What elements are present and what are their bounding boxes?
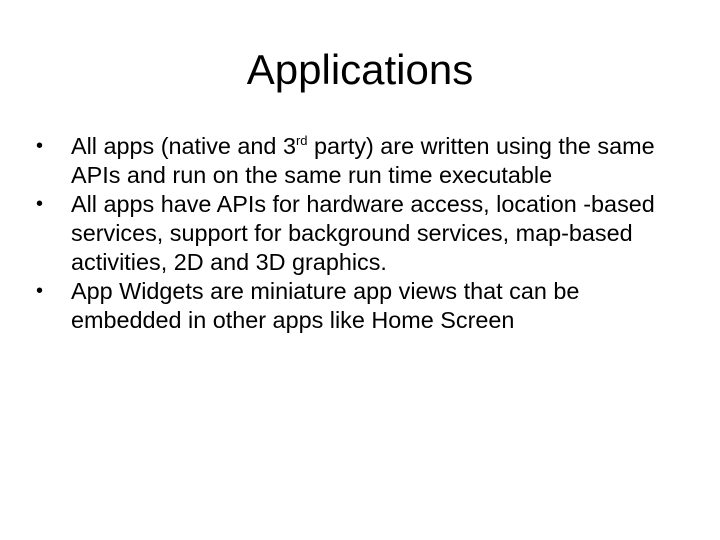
bullet-1-text-start: All apps (native and 3	[71, 133, 296, 159]
bullet-item-3	[36, 277, 696, 335]
bullet-marker: •	[36, 193, 44, 215]
bullet-2-text: All apps have APIs for hardware access, location -based services, support for background services, map-based activities, 2D and 3D graphics.	[71, 191, 655, 275]
bullet-item-1	[36, 132, 696, 190]
bullet-3-text: App Widgets are miniature app views that can be embedded in other apps like Home Screen	[71, 278, 580, 333]
bullet-1-superscript: rd	[295, 133, 308, 148]
bullet-item-2	[36, 190, 696, 277]
bullet-1-text-end: party) are written using the same APIs and run on the same run time executable	[71, 133, 655, 188]
bullet-list	[36, 132, 696, 335]
slide-title: Applications	[246, 46, 474, 93]
bullet-marker: •	[36, 135, 44, 157]
bullet-marker: •	[36, 280, 44, 302]
